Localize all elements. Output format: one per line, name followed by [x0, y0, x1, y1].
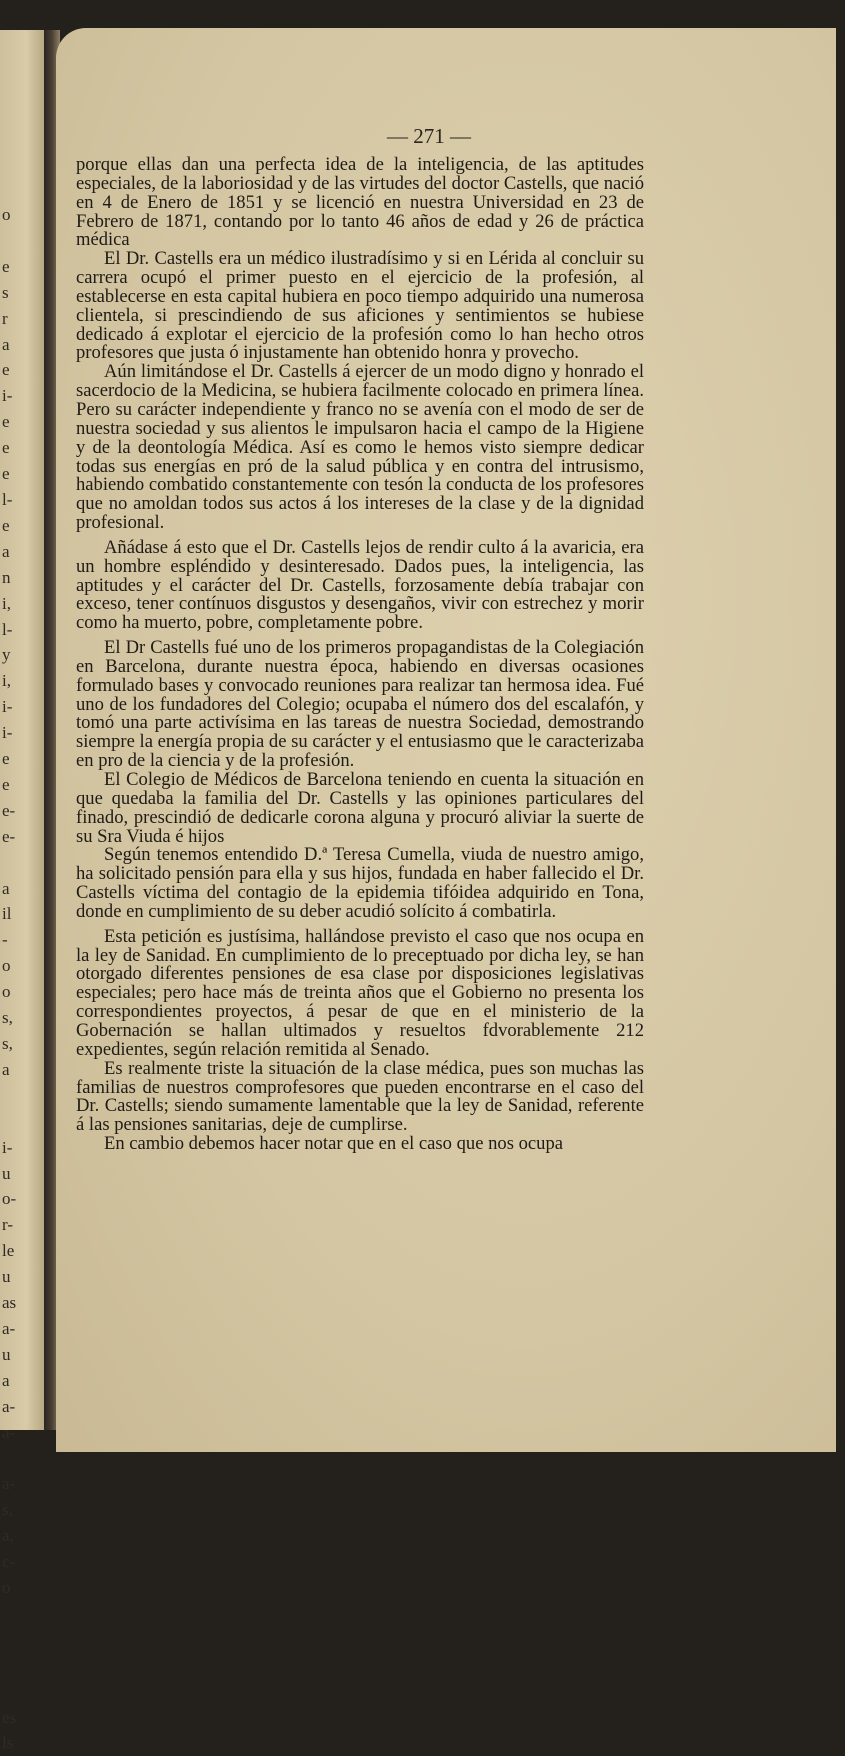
- page-number: — 271 —: [387, 124, 471, 148]
- paragraph-4: Añádase á esto que el Dr. Castells lejos de rendir culto á la avaricia, era un hombre espléndido y desinteresado. Dados pues, la inteligencia, las aptitudes y el carácter del Dr. Castells, forzosamente debía trabajar con exceso, tener contínuos disgustos y desengaños, vivir con estrechez y morir como ha muerto, pobre, completamente pobre.: [76, 536, 644, 634]
- paragraph-10: En cambio debemos hacer notar que en el caso que nos ocupa: [104, 1133, 563, 1155]
- paragraph-1: porque ellas dan una perfecta idea de la inteligencia, de las aptitudes especiales, de la laboriosidad y de las virtudes del doctor Castells, que nació en 4 de Enero de 1851 y se licenció en nuestra Universidad en 23 de Febrero de 1871, contando por lo tanto 46 años de edad y 26 de práctica médica: [76, 154, 644, 251]
- previous-page-edge: [0, 30, 44, 1753]
- paragraph-7: Según tenemos entendido D.ª Teresa Cumella, viuda de nuestro amigo, ha solicitado pensión para ella y sus hijos, fundada en haber fallecido el Dr. Castells víctima del contagio de la epidemia tifóidea adquirido en Tona, donde en cumplimiento de su deber acudió solícito á combatirla.: [76, 844, 644, 922]
- paragraph-9: Es realmente triste la situación de la clase médica, pues son muchas las familias de nuestros comprofesores que pueden encontrarse en el caso del Dr. Castells; siendo sumamente lamentable que la ley de Sanidad, referente á las pensiones sanitarias, deje de cumplirse.: [76, 1057, 644, 1136]
- paragraph-2: El Dr. Castells era un médico ilustradísimo y si en Lérida al concluir su carrera ocupó el primer puesto en el ejercicio de la profesión, al establecerse en esta capital hubiera en poco tiempo adquirido una numerosa clientela, si prescindiendo de sus aficiones y sentimientos se hubiese dedicado á explotar el ejercicio de la profesión como lo han hecho otros profesores que justa ó injustamente han obtenido honra y provecho.: [76, 248, 644, 364]
- paragraph-6: El Colegio de Médicos de Barcelona teniendo en cuenta la situación en que quedaba la familia del Dr. Castells y las opiniones particulares del finado, prescindió de dedicarle corona alguna y procuró aliviar la suerte de su Sra Viuda é hijos: [76, 769, 644, 847]
- book-page: [56, 28, 836, 1452]
- paragraph-5: El Dr Castells fué uno de los primeros propagandistas de la Colegiación en Barcelona, durante nuestra época, habiendo en diversas ocasiones formulado bases y convocado reuniones para realizar tan hermosa idea. Fué uno de los fundadores del Colegio; ocupaba el número dos del escalafón, y tomó una parte activísima en las tareas de nuestra Sociedad, demostrando siempre la energía propia de su carácter y el entusiasmo que le caracterizaba en pro de la ciencia y de la profesión.: [76, 637, 644, 772]
- paragraph-3: Aún limitándose el Dr. Castells á ejercer de un modo digno y honrado el sacerdocio de la Medicina, se hubiera facilmente colocado en primera línea. Pero su carácter independiente y franco no se avenía con el modo de ser de nuestra sociedad y sus alientos le impulsaron hacia el campo de la Higiene y de la deontología Médica. Así es como le hemos visto siempre dedicar todas sus energías en pró de la salud pública y en contra del intrusismo, habiendo combatido constantemente con tesón la conducta de los profesores que no amoldan todos sus actos á los intereses de la clase y de la dignidad profesional.: [76, 361, 644, 534]
- body-text: [76, 156, 644, 1154]
- previous-page-text-fragments: o e s r a e i- e e e l- e a n i, l- y i, i- i- e e e- e- a il - o o s, s, a i- u o- r- le u as a- u a a- a- a- s, a, c- o es ls: [2, 205, 17, 1753]
- paragraph-8: Esta petición es justísima, hallándose previsto el caso que nos ocupa en la ley de Sanidad. En cumplimiento de lo preceptuado por dicha ley, se han otorgado diferentes pensiones de esa clase por disposiciones legislativas especiales; pero hace más de treinta años que el Gobierno no presenta los correspondientes proyectos, á pesar de que en el ministerio de la Gobernación se hallan ultimados y resueltos fdvorablemente 212 expedientes, según relación remitida al Senado.: [76, 925, 644, 1060]
